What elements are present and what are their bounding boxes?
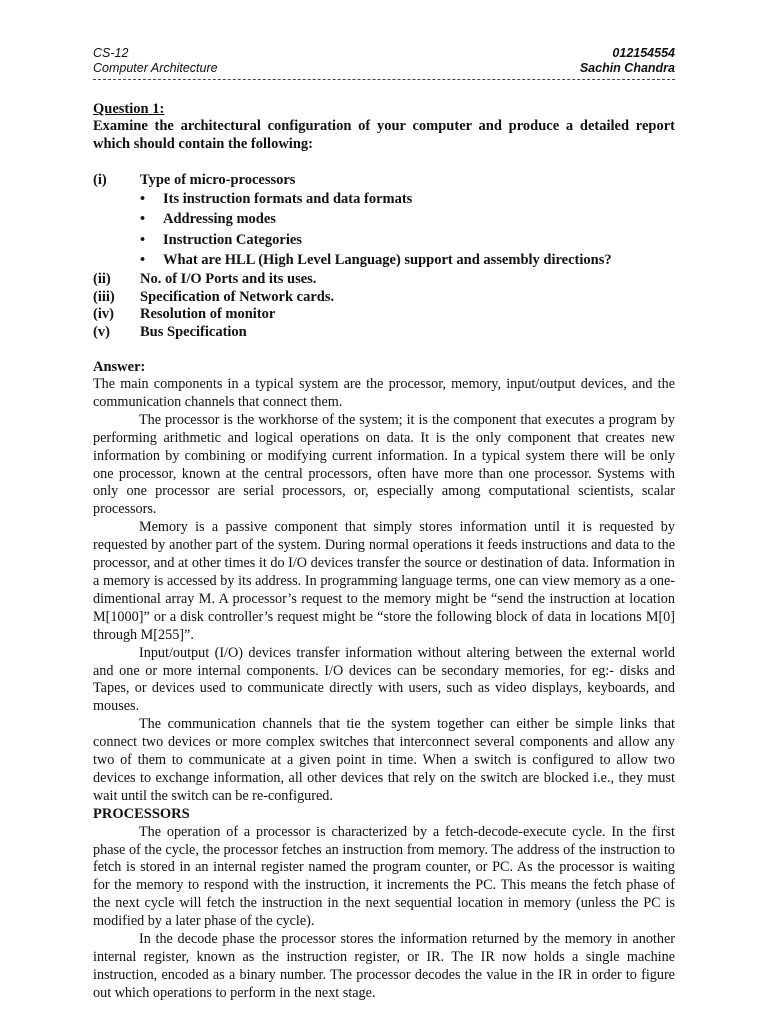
question-text: Examine the architectural configuration of your computer and produce a detailed report which should contain the following: [93,118,675,152]
answer-paragraph: The main components in a typical system are the processor, memory, input/output devices, and the communication channels that connect them. [93,376,675,410]
bullet-icon: • [140,191,146,207]
header-divider [93,79,675,80]
item-number-1: (i) [93,172,107,188]
item-text-1: Type of micro-processors [140,172,296,188]
section-paragraph: The operation of a processor is characterized by a fetch-decode-execute cycle. In the first phase of the cycle, the processor fetches an instruction from memory. The address of the instruction to fetch is stored in an internal register named the program counter, or PC. As the processor is waiting for the memory to respond with the instruction, it increments the PC. This means the fetch phase of the next cycle will fetch the instruction in the next sequential location in memory (unless the PC is modified by a later phase of the cycle). [93,823,675,930]
header-line-2 [93,61,675,76]
answer-paragraph: Input/output (I/O) devices transfer information without altering between the external world and one or more internal components. I/O devices can be secondary memories, for eg:- disks and Tapes, or devices used to communicate directly with users, such as video displays, keyboards, and mouses. [93,644,675,715]
item-text-2: No. of I/O Ports and its uses. [140,271,317,287]
item-number-3: (iii) [93,289,115,305]
subitem-text-1: Its instruction formats and data formats [163,191,413,207]
section-paragraph: In the decode phase the processor stores the information returned by the memory in another internal register, known as the instruction register, or IR. The IR now holds a single machine instruction, encoded as a binary number. The processor decodes the value in the IR in order to figure out which operations to perform in the next stage. [93,931,675,1001]
student-name: Sachin Chandra [579,61,675,75]
item-text-4: Resolution of monitor [140,306,276,322]
item-number-2: (ii) [93,271,111,287]
item-text-3: Specification of Network cards. [140,289,335,305]
question-title: Question 1: [93,101,165,117]
course-code: CS-12 [93,46,129,60]
section-heading: PROCESSORS [93,805,190,822]
subitem-text-4: What are HLL (High Level Language) support and assembly directions? [163,252,612,268]
bullet-icon: • [140,252,146,268]
answer-body [93,376,675,1003]
item-number-4: (iv) [93,306,114,322]
bullet-icon: • [140,232,146,248]
answer-paragraph: Memory is a passive component that simply stores information until it is requested by requested by another part of the system. During normal operations it feeds instructions and data to the processor, and at other times it do I/O devices transfer the source or destination of data. Information in a memory is accessed by its address. In programming language terms, one can view memory as a one-dimentional array M. A processor’s request to the memory might be “send the instruction at location M[1000]” or a disk controller’s request might be “store the following block of data in locations M[0] through M[255]”. [93,519,675,643]
student-id: 012154554 [612,46,675,60]
item-text-5: Bus Specification [140,324,247,340]
subitem-text-2: Addressing modes [163,211,276,227]
course-name: Computer Architecture [93,61,218,75]
item-number-5: (v) [93,324,110,340]
answer-paragraph: The processor is the workhorse of the system; it is the component that executes a program by performing arithmetic and logical operations on data. It is the only component that creates new information by combining or modifying current information. In a typical system there will be only one processor, known at the central processors, often have more than one processor. Systems with only one processor are serial processors, or, especially among computational scientists, scalar processors. [93,411,675,518]
bullet-icon: • [140,211,146,227]
header-line-1 [93,46,675,61]
answer-paragraph: The communication channels that tie the system together can either be simple links that connect two devices or more complex switches that interconnect several components and allow any two of them to communicate at a given point in time. When a switch is configured to allow two devices to exchange information, all other devices that rely on the switch are blocked i.e., they must wait until the switch can be re-configured. [93,716,675,804]
answer-label: Answer: [93,359,146,375]
subitem-text-3: Instruction Categories [163,232,302,248]
